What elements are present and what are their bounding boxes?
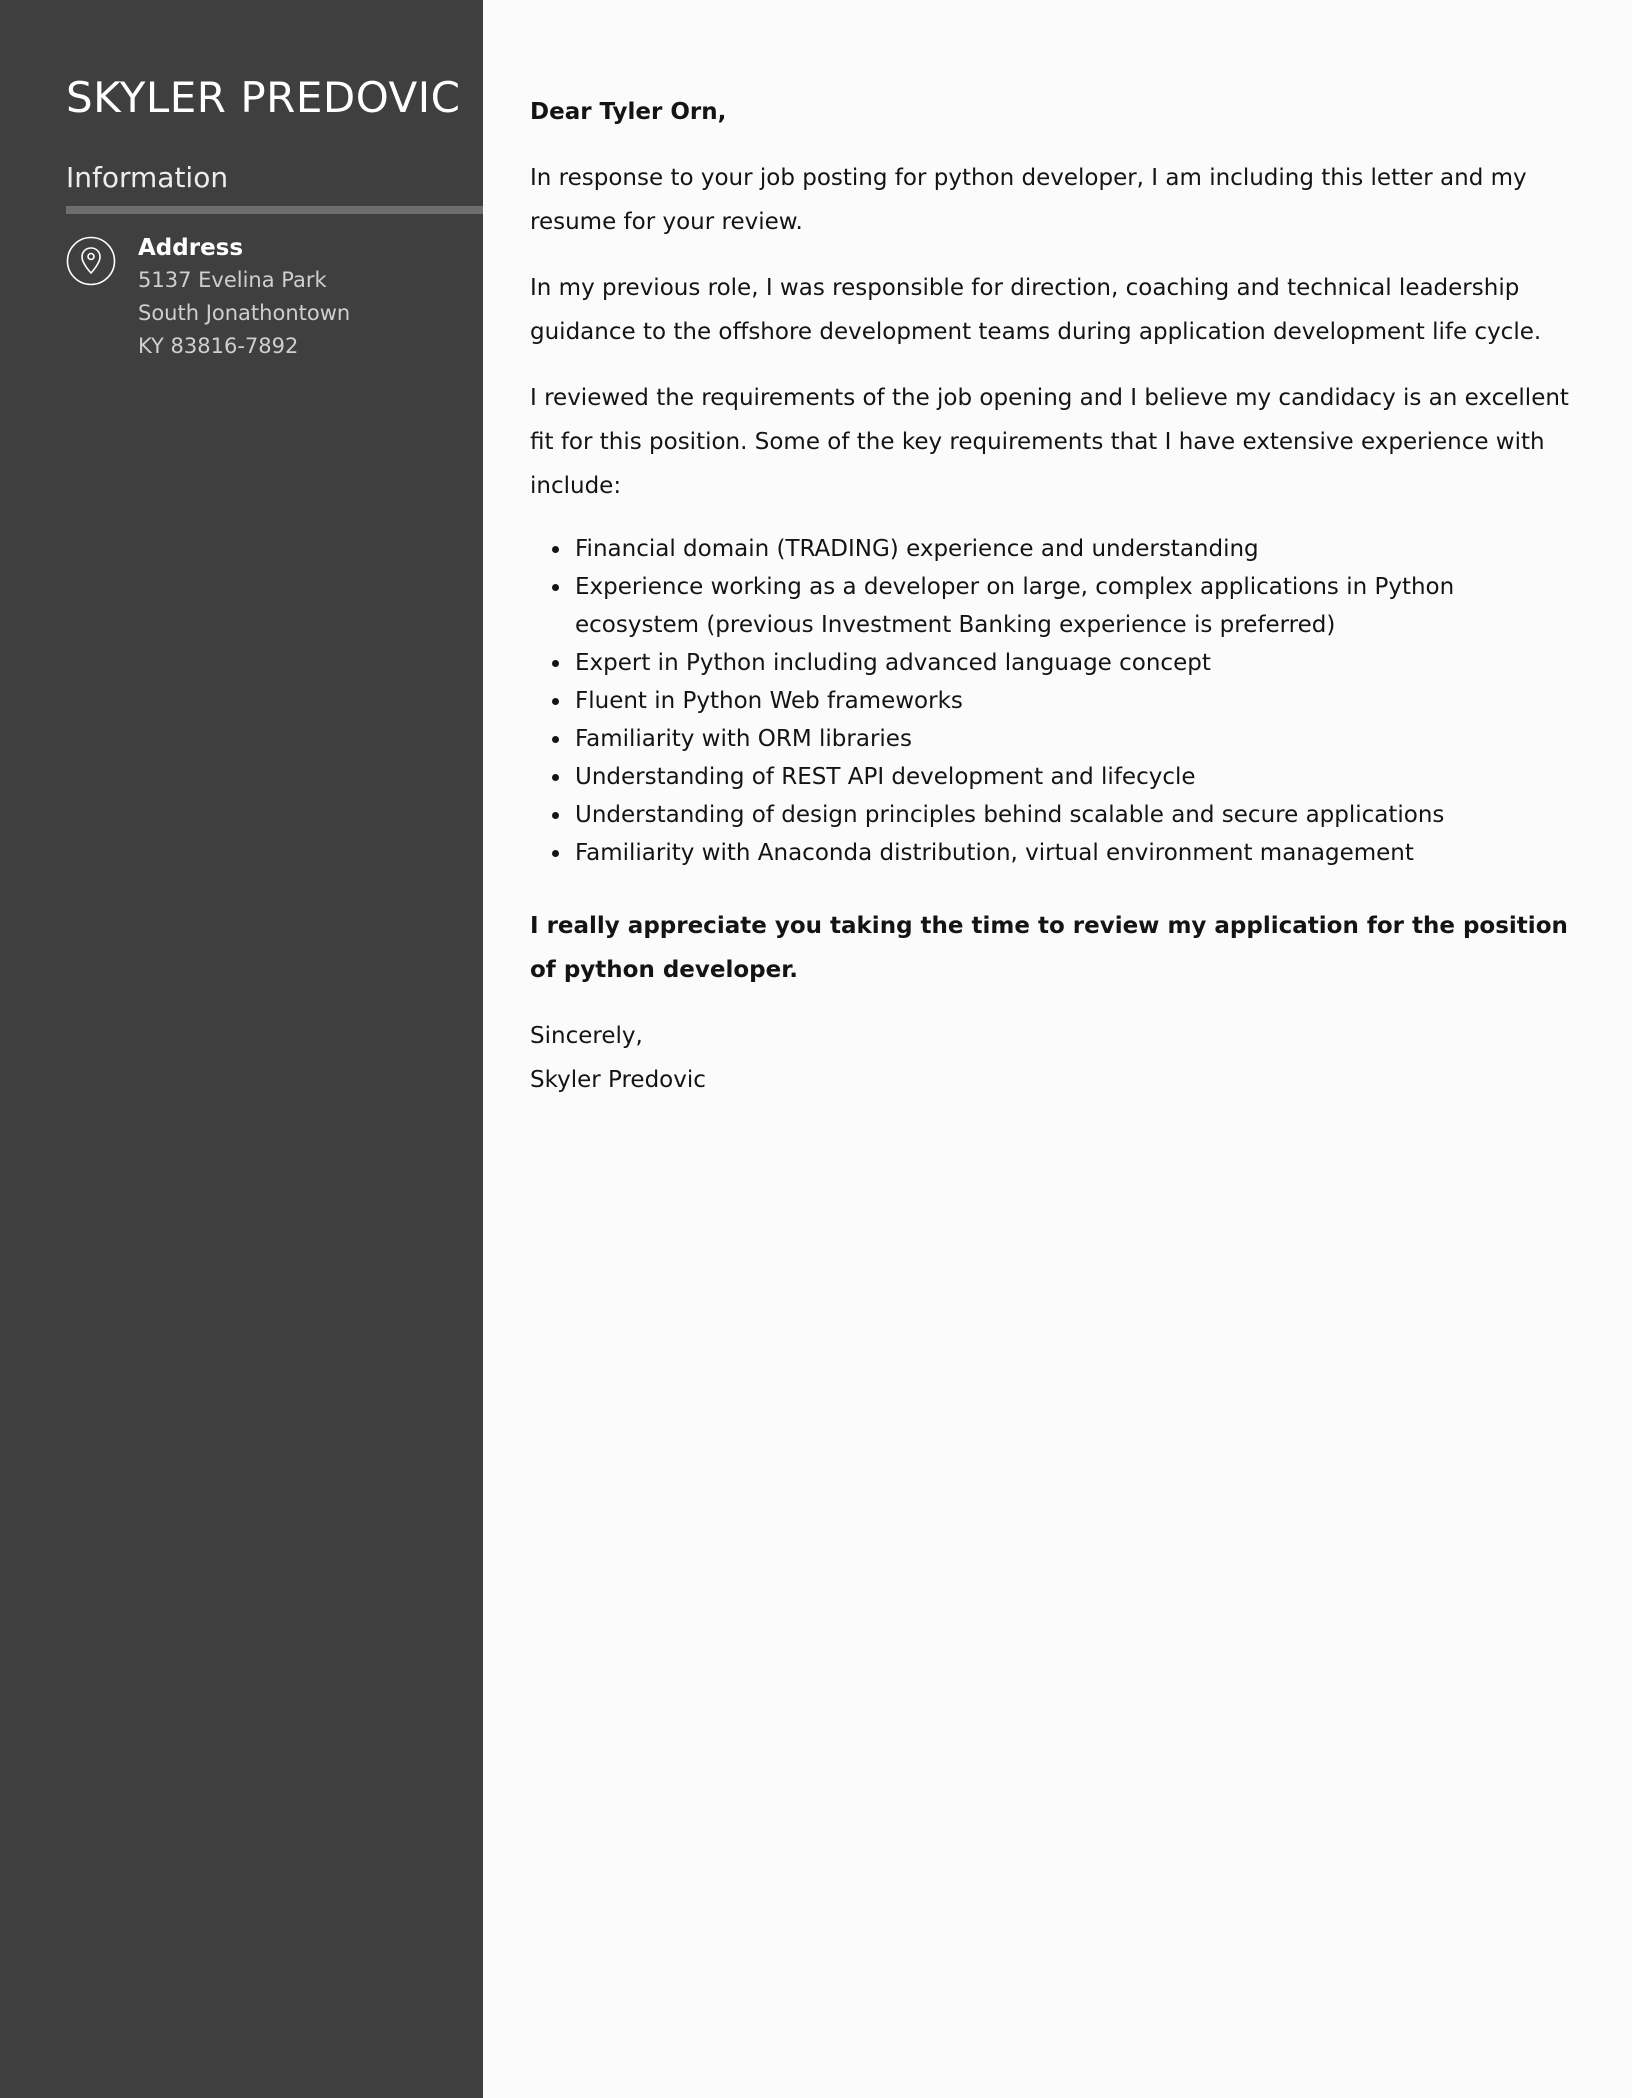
paragraph-experience: In my previous role, I was responsible for direction, coaching and technical leadership guidance to the offshore development teams during application development life cycle. (530, 275, 1542, 345)
location-pin-icon (66, 236, 116, 286)
signature: Skyler Predovic (530, 1067, 706, 1093)
list-item: Familiarity with ORM libraries (530, 720, 1572, 758)
list-item: Understanding of REST API development and lifecycle (530, 758, 1572, 796)
requirements-list (530, 530, 1572, 872)
section-divider (66, 206, 483, 214)
address-line-2: South Jonathontown (138, 301, 351, 325)
list-item: Familiarity with Anaconda distribution, virtual environment management (530, 834, 1572, 872)
address-block (66, 232, 483, 363)
list-item: Fluent in Python Web frameworks (530, 682, 1572, 720)
address-line-1: 5137 Evelina Park (138, 268, 327, 292)
sidebar (0, 0, 483, 2098)
address-label: Address (138, 235, 244, 261)
letter-body (483, 0, 1632, 2098)
appreciation-paragraph: I really appreciate you taking the time to review my application for the position of python developer. (530, 913, 1568, 983)
applicant-name: SKYLER PREDOVIC (66, 73, 461, 122)
paragraph-intro: In response to your job posting for python developer, I am including this letter and my resume for your review. (530, 165, 1527, 235)
list-item: Understanding of design principles behind scalable and secure applications (530, 796, 1572, 834)
information-heading: Information (66, 161, 229, 194)
list-item: Experience working as a developer on large, complex applications in Python ecosystem (previous Investment Banking experience is preferred) (530, 568, 1572, 644)
greeting: Dear Tyler Orn, (530, 99, 727, 125)
paragraph-requirements: I reviewed the requirements of the job opening and I believe my candidacy is an excellent fit for this position. Some of the key requirements that I have extensive experience with include: (530, 385, 1569, 499)
address-line-3: KY 83816-7892 (138, 334, 299, 358)
closing: Sincerely, (530, 1023, 643, 1049)
list-item: Financial domain (TRADING) experience and understanding (530, 530, 1572, 568)
address-details (138, 232, 350, 363)
list-item: Expert in Python including advanced language concept (530, 644, 1572, 682)
